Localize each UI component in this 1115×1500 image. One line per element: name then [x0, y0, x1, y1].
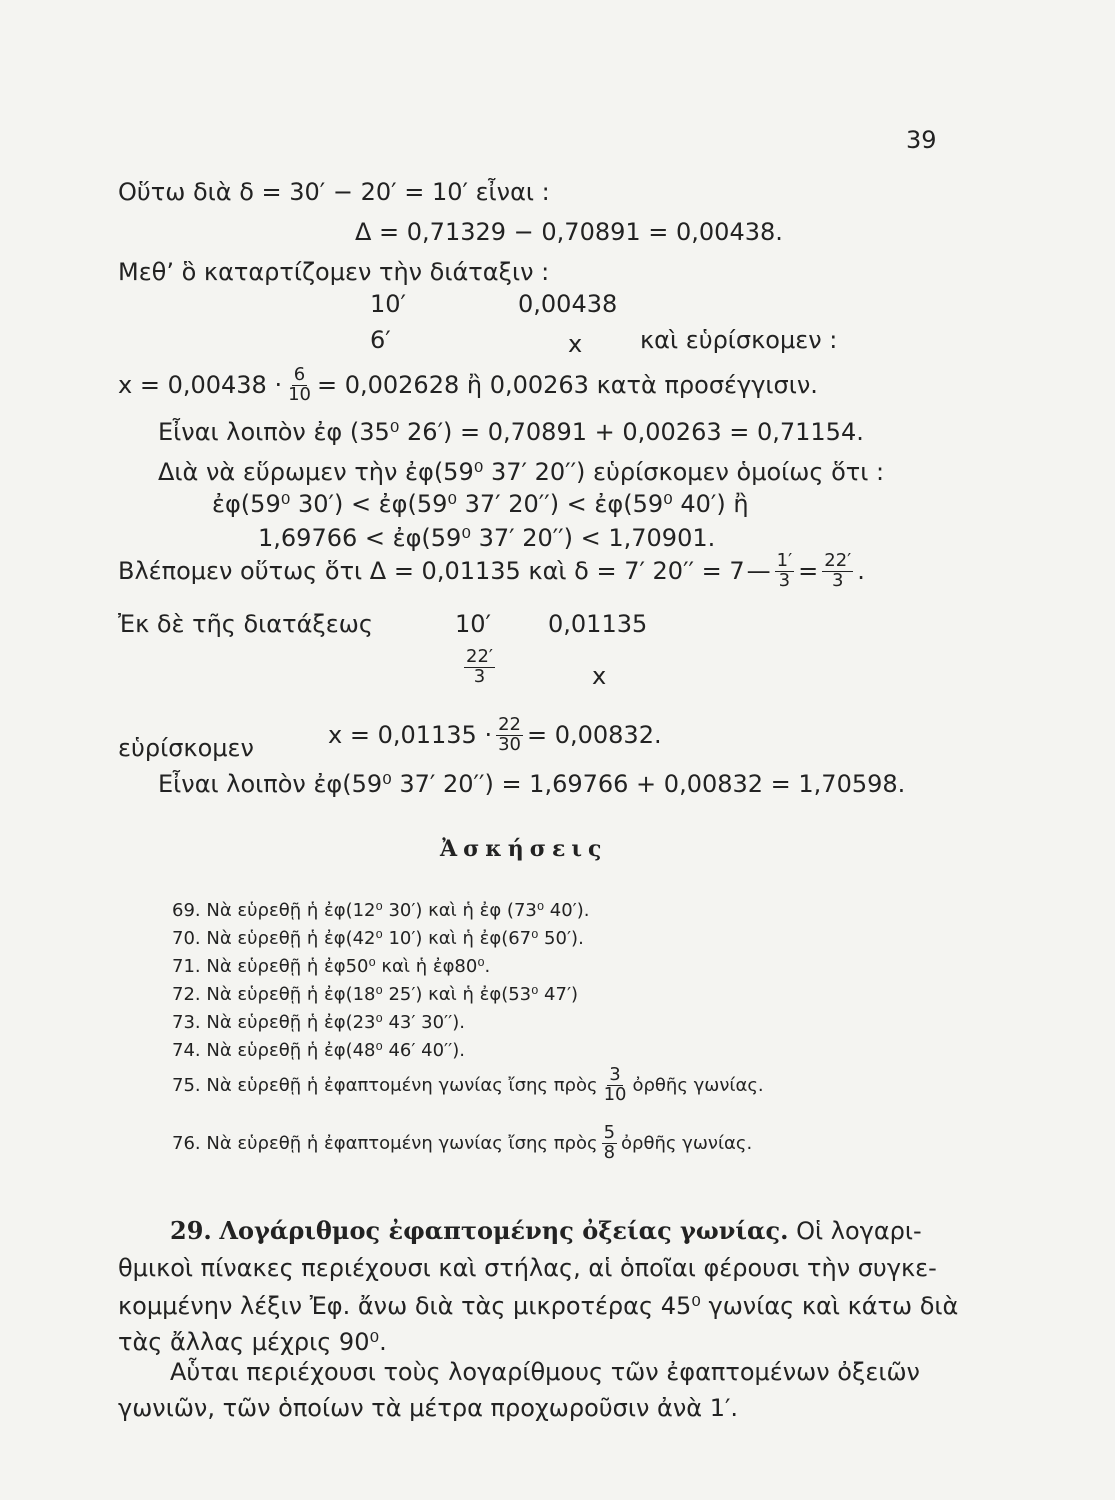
calc2-row1-b: 0,01135: [548, 610, 648, 638]
calc1-x-left: x = 0,00438 ·: [118, 371, 283, 400]
section-p2-l1: Αὗται περιέχουσι τοὺς λογαρίθμους τῶν ἐφαπτομένων ὀξειῶν: [170, 1358, 920, 1386]
calc2-f2-num: 22′: [824, 550, 852, 571]
section-p1-l4: τὰς ἄλλας μέχρις 90⁰.: [118, 1328, 387, 1356]
calc2-line1: Διὰ νὰ εὕρωμεν τὴν ἐφ(59⁰ 37′ 20′′) εὑρίσκομεν ὁμοίως ὅτι :: [158, 458, 885, 486]
exercise-70: 70. Νὰ εὑρεθῇ ἡ ἐφ(42⁰ 10′) καὶ ἡ ἐφ(67⁰ 50′).: [172, 928, 584, 949]
calc2-row2-b: x: [592, 662, 607, 690]
calc2-x-equation: [328, 716, 662, 755]
calc2-x-left: x = 0,01135 ·: [328, 721, 493, 750]
calc2-line3: 1,69766 < ἐφ(59⁰ 37′ 20′′) < 1,70901.: [258, 524, 716, 552]
exercise-76-den: 8: [603, 1141, 616, 1163]
calc1-x-equation: [118, 366, 818, 405]
exercise-75-den: 10: [603, 1083, 627, 1105]
page-number: 39: [906, 126, 937, 154]
section-p1-l3: κομμένην λέξιν Ἐφ. ἄνω διὰ τὰς μικροτέρας 45⁰ γωνίας καὶ κάτω διὰ: [118, 1292, 959, 1320]
calc2-line5: Ἐκ δὲ τῆς διατάξεως: [118, 610, 373, 638]
calc2-f2-den: 3: [832, 569, 844, 591]
section-p1-l1: Οἱ λογαρι-: [796, 1217, 922, 1245]
exercise-73: 73. Νὰ εὑρεθῇ ἡ ἐφ(23⁰ 43′ 30′′).: [172, 1012, 465, 1033]
calc2-row2-fraction: [460, 648, 499, 687]
exercise-72: 72. Νὰ εὑρεθῇ ἡ ἐφ(18⁰ 25′) καὶ ἡ ἐφ(53⁰ 47′): [172, 984, 579, 1005]
calc2-f1-den: 3: [778, 569, 791, 591]
calc1-row2-a: 6′: [370, 326, 391, 354]
calc1-result: Εἶναι λοιπὸν ἐφ (35⁰ 26′) = 0,70891 + 0,00263 = 0,71154.: [158, 418, 864, 446]
section-number: 29.: [170, 1216, 212, 1245]
calc2-x-right: = 0,00832.: [526, 721, 662, 750]
section-29-line1: [170, 1216, 922, 1245]
exercise-75-right: ὀρθῆς γωνίας.: [632, 1074, 764, 1096]
calc1-line1: Οὕτω διὰ δ = 30′ − 20′ = 10′ εἶναι :: [118, 178, 550, 206]
exercise-76: [172, 1124, 752, 1163]
exercise-75-left: 75. Νὰ εὑρεθῇ ἡ ἐφαπτομένη γωνίας ἴσης πρὸς: [172, 1074, 598, 1096]
calc1-x-right: = 0,002628 ἢ 0,00263 κατὰ προσέγγισιν.: [316, 371, 818, 400]
section-p2-l2: γωνιῶν, τῶν ὁποίων τὰ μέτρα προχωροῦσιν ἀνὰ 1′.: [118, 1394, 739, 1422]
calc2-fraction1: [775, 552, 795, 591]
calc1-frac-den: 10: [288, 383, 311, 405]
calc1-row2-c: καὶ εὑρίσκομεν :: [640, 326, 838, 354]
section-p1-l2: θμικοὶ πίνακες περιέχουσι καὶ στήλας, αἱ ὁποῖαι φέρουσι τὴν συγκε-: [118, 1254, 937, 1282]
section-heading: Λογάριθμος ἐφαπτομένης ὀξείας γωνίας.: [219, 1216, 789, 1245]
calc2-row1-a: 10′: [455, 610, 491, 638]
calc1-row2-b: x: [568, 330, 583, 358]
calc2-line4: Βλέπομεν οὕτως ὅτι Δ = 0,01135 καὶ δ = 7′ 20′′ = 7 — $\frac{1'}{3}$ = $\frac{22'}{3}$ .: [118, 550, 865, 591]
exercise-74: 74. Νὰ εὑρεθῇ ἡ ἐφ(48⁰ 46′ 40′′).: [172, 1040, 465, 1061]
exercise-76-fraction: [602, 1124, 617, 1163]
calc2-fraction3: [496, 716, 523, 755]
exercise-76-left: 76. Νὰ εὑρεθῇ ἡ ἐφαπτομένη γωνίας ἴσης πρὸς: [172, 1132, 598, 1154]
calc2-find: εὑρίσκομεν: [118, 734, 254, 762]
exercise-71: 71. Νὰ εὑρεθῇ ἡ ἐφ50⁰ καὶ ἡ ἐφ80⁰.: [172, 956, 491, 977]
exercises-title: Ἀσκήσεις: [440, 836, 608, 862]
calc2-f1-num: 1′: [776, 550, 793, 571]
exercise-75-fraction: [602, 1066, 629, 1105]
calc1-line2: Δ = 0,71329 − 0,70891 = 0,00438.: [355, 218, 783, 246]
calc2-row2-frac: [464, 648, 495, 687]
exercise-75: [172, 1066, 764, 1105]
calc1-fraction: [286, 366, 313, 405]
exercise-76-num: 5: [603, 1122, 616, 1143]
exercise-75-num: 3: [609, 1064, 621, 1085]
calc2-f3-den: 30: [498, 733, 521, 755]
calc2-line2: ἐφ(59⁰ 30′) < ἐφ(59⁰ 37′ 20′′) < ἐφ(59⁰ 40′) ἢ: [212, 490, 749, 518]
calc2-row2-num: 22′: [466, 646, 493, 667]
calc1-line3: Μεθ’ ὃ καταρτίζομεν τὴν διάταξιν :: [118, 258, 550, 286]
calc2-f3-num: 22: [498, 714, 521, 735]
calc2-result: Εἶναι λοιπὸν ἐφ(59⁰ 37′ 20′′) = 1,69766 + 0,00832 = 1,70598.: [158, 770, 906, 798]
calc1-row1-a: 10′: [370, 290, 406, 318]
exercise-76-right: ὀρθῆς γωνίας.: [621, 1132, 753, 1154]
exercise-69: 69. Νὰ εὑρεθῇ ἡ ἐφ(12⁰ 30′) καὶ ἡ ἐφ (73⁰ 40′).: [172, 900, 590, 921]
calc2-fraction2: [822, 552, 853, 591]
calc2-row2-den: 3: [473, 665, 486, 687]
calc2-line4-left: Βλέπομεν οὕτως ὅτι Δ = 0,01135 καὶ δ = 7′ 20′′ = 7: [118, 557, 745, 586]
calc1-row1-b: 0,00438: [518, 290, 618, 318]
calc1-frac-num: 6: [293, 364, 306, 385]
